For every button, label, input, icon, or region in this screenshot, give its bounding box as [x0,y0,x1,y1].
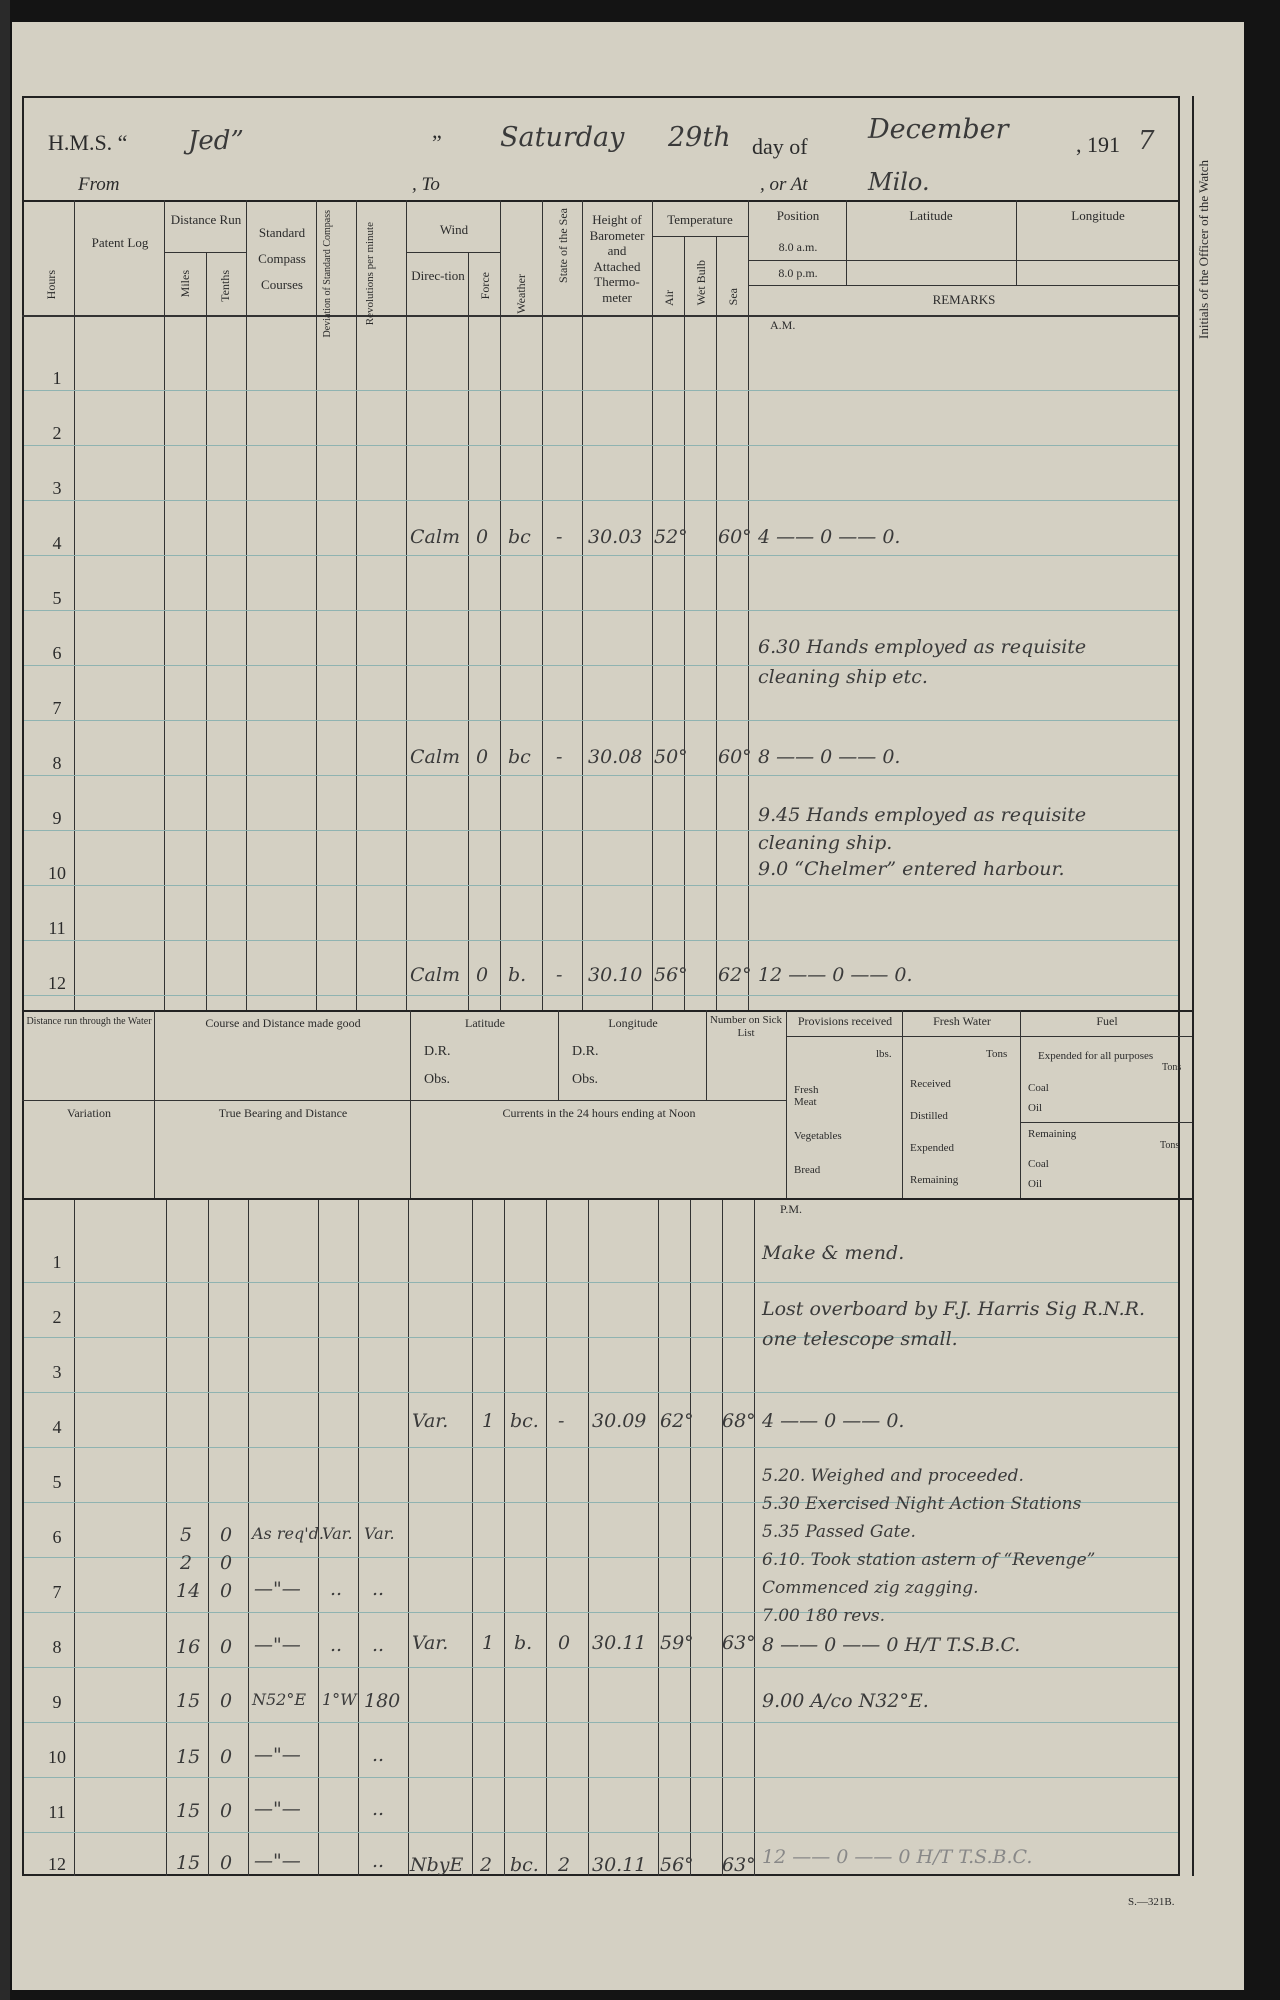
pm-col-line [248,1200,249,1876]
ruled-line [24,940,1178,941]
pm-revs: .. [372,1578,385,1600]
am-sea-state: - [556,526,563,548]
mid-latitude: Latitude [465,1016,505,1030]
pm-col-line [358,1200,359,1876]
pm-col-line [166,1200,167,1876]
ruled-line [24,1777,1178,1778]
or-at-label: , or At [760,174,808,195]
pm-col-line [588,1200,589,1876]
pm-wind-dir: NbyE [410,1854,464,1876]
col-line [406,200,407,1010]
am-hour: 10 [48,863,66,883]
mid-col-line [154,1010,155,1198]
pm-tenths: 0 [220,1552,233,1574]
am-hour: 2 [52,423,62,443]
am-wind-dir: Calm [410,526,460,548]
am-hour: 6 [52,643,62,663]
am-wind-dir: Calm [410,964,460,986]
mid-col-line [786,1010,787,1198]
pm-miles: 5 [180,1524,193,1546]
pm-col-line [546,1200,547,1876]
pm-course: —"— [254,1578,301,1600]
pm-remark: 8 —— 0 —— 0 H/T T.S.B.C. [762,1634,1021,1656]
pm-remark: 5.35 Passed Gate. [762,1522,916,1542]
ruled-line [24,1392,1178,1393]
location: Milo. [868,168,930,196]
pm-remark: Make & mend. [762,1242,905,1264]
log-table-frame [22,96,1180,1876]
ruled-line [24,390,1178,391]
col-miles: Miles [178,270,192,298]
mid-col-line [558,1010,559,1100]
pm-barometer: 30.09 [592,1410,647,1432]
col-patent-log: Patent Log [91,235,149,250]
pm-miles: 14 [176,1580,201,1602]
water-remaining: Remaining [910,1174,959,1186]
col-line [1016,200,1017,285]
col-line [164,200,165,1010]
pm-col-line [504,1200,505,1876]
sick-list: Number on Sick List [709,1014,783,1040]
book-spine [0,0,10,2000]
col-deviation: Deviation of Standard Compass [322,210,333,338]
pm-remark: 7.00 180 revs. [762,1606,886,1626]
long-dr: D.R. [572,1044,599,1059]
pm-wind-dir: Var. [412,1632,449,1654]
ruled-line [24,1612,1178,1613]
col-line [246,200,247,1010]
col-line [716,236,717,1010]
col-position: Position [776,208,820,223]
pm-tenths: 0 [220,1852,233,1874]
pm-tenths: 0 [220,1800,233,1822]
pm-remark: Lost overboard by F.J. Harris Sig R.N.R. [762,1298,1145,1320]
pm-remark: 6.10. Took station astern of “Revenge” [762,1550,1096,1570]
pm-miles: 2 [180,1552,193,1574]
am-remark: cleaning ship. [758,832,893,854]
from-label: From [78,174,120,195]
ruled-line [24,1447,1178,1448]
ruled-line [24,720,1178,721]
am-hour: 9 [52,808,62,828]
fuel-coal: Coal [1028,1082,1049,1094]
am-wind-dir: Calm [410,746,460,768]
hms-label: H.M.S. “ [48,130,128,155]
am-hour: 3 [52,478,62,498]
pm-sea-state: 2 [558,1854,571,1876]
ruled-line [24,445,1178,446]
col-latitude: Latitude [909,208,953,223]
am-remark: 6.30 Hands employed as requisite [758,636,1087,658]
pm-revs: Var. [364,1524,395,1543]
pm-hour: 2 [52,1307,62,1327]
am-barometer: 30.08 [588,746,643,768]
ship-name: Jed” [188,126,244,156]
fresh-water-tons: Tons [986,1048,1008,1060]
water-distilled: Distilled [910,1110,948,1122]
pm-revs: .. [372,1744,385,1766]
pm-air-temp: 56° [660,1854,694,1876]
pm-col-line [208,1200,209,1876]
am-wind-force: 0 [476,526,489,548]
pm-hour: 1 [52,1252,62,1272]
am-remark: cleaning ship etc. [758,666,928,688]
pm-hour: 9 [52,1692,62,1712]
provisions-received: Provisions received [797,1014,893,1028]
am-wind-force: 0 [476,964,489,986]
col-state-of-sea: State of the Sea [556,208,570,283]
currents: Currents in the 24 hours ending at Noon [502,1106,696,1120]
pm-course: —"— [254,1798,301,1820]
pm-tenths: 0 [220,1524,233,1546]
am-hour: 11 [48,918,66,938]
pm-course: —"— [254,1634,301,1656]
ruled-line [24,555,1178,556]
col-revolutions: Revolutions per minute [364,222,376,326]
pm-sea-temp: 63° [722,1632,756,1654]
pm-deviation: Var. [322,1524,353,1543]
col-line [652,200,653,1010]
mid-col-line [410,1010,411,1198]
am-hour: 8 [52,753,62,773]
year-prefix: , 191 [1076,132,1120,157]
col-remarks: REMARKS [932,292,996,307]
pm-wind-dir: Var. [412,1410,449,1432]
dist-through-water: Distance run through the Water [26,1016,152,1027]
weekday: Saturday [500,122,625,153]
col-barometer: Height of Barometer and Attached Thermo-meter [589,212,645,305]
pm-sea-state: - [558,1410,565,1432]
day-number: 29th [668,122,731,153]
fuel-expended: Expended for all purposes [1038,1050,1154,1062]
ruled-line [24,500,1178,501]
quote-mark: ” [432,130,442,155]
lat-dr: D.R. [424,1044,451,1059]
col-line [468,252,469,1010]
mid-col-line [902,1010,903,1198]
fuel-remaining-tons: Tons [1160,1140,1180,1151]
am-air-temp: 52° [654,526,688,548]
mid-longitude: Longitude [608,1016,658,1030]
variation: Variation [67,1106,111,1120]
pm-hour: 11 [48,1802,66,1822]
pm-wind-force: 1 [482,1410,495,1432]
ruled-line [24,1667,1178,1668]
col-temperature: Temperature [667,212,733,227]
long-obs: Obs. [572,1072,599,1087]
colhead-bottom-rule [22,315,1180,317]
am-remark-position: 4 —— 0 —— 0. [758,526,901,548]
form-number: S.—321B. [1128,1896,1175,1908]
col-line [684,236,685,1010]
lat-obs: Obs. [424,1072,451,1087]
col-wet-bulb: Wet Bulb [694,260,708,306]
pm-barometer: 30.11 [592,1854,647,1876]
fuel-remaining: Remaining [1028,1128,1077,1140]
ruled-line [24,1337,1178,1338]
am-label: A.M. [770,318,796,332]
am-hour: 7 [52,698,62,718]
col-line [356,200,357,1010]
col-line [74,200,75,1010]
pm-tenths: 0 [220,1580,233,1602]
am-hour: 1 [52,368,62,388]
ruled-line [24,1282,1178,1283]
am-sea-temp: 60° [718,746,752,768]
am-sea-state: - [556,964,563,986]
col-force: Force [478,272,492,300]
pm-deviation: .. [330,1634,343,1656]
sub-rule [748,285,1180,286]
pm-remark: 5.20. Weighed and proceeded. [762,1466,1024,1486]
am-remark-position: 8 —— 0 —— 0. [758,746,901,768]
pm-weather: b. [514,1632,533,1654]
col-line [846,200,847,285]
am-remark: 9.0 “Chelmer” entered harbour. [758,858,1065,880]
fuel: Fuel [1096,1014,1118,1028]
ruled-line [24,610,1178,611]
mid-col-line [706,1010,707,1100]
am-sea-temp: 62° [718,964,752,986]
pm-remark: one telescope small. [762,1328,958,1350]
sub-rule [652,236,748,237]
pm-tenths: 0 [220,1690,233,1712]
am-weather: bc [508,526,531,548]
am-remark: 9.45 Hands employed as requisite [758,804,1087,826]
pm-revs: .. [372,1798,385,1820]
to-label: , To [412,174,440,195]
col-distance-run: Distance Run [170,212,242,227]
pm-hour-12: 12 [48,1854,66,1874]
pm-col-line [472,1200,473,1876]
pm-course: N52°E [252,1690,307,1709]
ruled-line [24,995,1178,996]
year-suffix: 7 [1138,126,1155,156]
water-expended: Expended [910,1142,954,1154]
pm-remark: Commenced zig zagging. [762,1578,979,1598]
ruled-line [24,775,1178,776]
col-tenths: Tenths [218,270,232,302]
ruled-line [24,1722,1178,1723]
pm-tenths: 0 [220,1636,233,1658]
mid-top-rule [22,1010,1194,1012]
ruled-line [24,1832,1178,1833]
mid-col-line [1020,1010,1021,1198]
col-air: Air [662,290,676,306]
col-longitude: Longitude [1071,208,1125,223]
mid-rule [786,1036,1192,1037]
col-line [500,200,501,1010]
pm-col-line [408,1200,409,1876]
col-hours: Hours [44,270,58,300]
pm-remark: 5.30 Exercised Night Action Stations [762,1494,1082,1514]
col-wind: Wind [439,222,469,237]
pm-deviation: .. [330,1578,343,1600]
pm-remark: 12 —— 0 —— 0 H/T T.S.B.C. [762,1846,1033,1868]
bread: Bread [794,1164,821,1176]
fresh-water: Fresh Water [933,1014,991,1028]
position-am-time: 8.0 a.m. [778,240,818,254]
am-barometer: 30.10 [588,964,643,986]
am-hour: 4 [52,533,62,553]
am-wind-force: 0 [476,746,489,768]
mid-bottom-rule [22,1198,1194,1200]
day-of-label: day of [752,134,808,159]
pm-miles: 16 [176,1636,201,1658]
pm-revs: 180 [364,1690,401,1712]
ruled-line [24,830,1178,831]
pm-hour: 10 [48,1747,66,1767]
pm-revs: .. [372,1850,385,1872]
pm-miles: 15 [176,1852,201,1874]
sub-rule [406,252,500,253]
pm-sea-state: 0 [558,1632,571,1654]
col-line [582,200,583,1010]
pm-deviation: 1°W [322,1690,357,1709]
pm-miles: 15 [176,1746,201,1768]
sub-rule [164,252,246,253]
col-line [542,200,543,1010]
pm-hour: 8 [52,1637,62,1657]
pm-barometer: 30.11 [592,1632,647,1654]
col-line-right [1192,96,1194,1876]
pm-sea-temp: 68° [722,1410,756,1432]
pm-col-line [722,1200,723,1876]
pm-label: P.M. [780,1202,803,1216]
water-received: Received [910,1078,951,1090]
pm-col-line [74,1200,75,1876]
course-made-good: Course and Distance made good [205,1016,361,1030]
ruled-line [24,665,1178,666]
vegetables: Vegetables [794,1130,842,1142]
am-hour: 5 [52,588,62,608]
col-line [206,252,207,1010]
col-line [748,200,749,1010]
am-sea-temp: 60° [718,526,752,548]
mid-rule [22,1100,786,1101]
pm-hour: 3 [52,1362,62,1382]
am-air-temp: 50° [654,746,688,768]
pm-air-temp: 59° [660,1632,694,1654]
pm-weather: bc. [510,1854,539,1876]
col-weather: Weather [514,274,528,314]
col-standard-compass: Standard Compass Courses [258,225,306,292]
pm-air-temp: 62° [660,1410,694,1432]
pm-col-line [690,1200,691,1876]
am-hour: 12 [48,973,66,993]
true-bearing: True Bearing and Distance [218,1106,348,1120]
pm-col-line [754,1200,755,1876]
pm-revs: .. [372,1634,385,1656]
col-line [316,200,317,1010]
pm-tenths: 0 [220,1746,233,1768]
side-label-officer: Initials of the Officer of the Watch [1196,160,1211,339]
pm-wind-force: 1 [482,1632,495,1654]
provisions-lbs: lbs. [876,1048,892,1060]
pm-course: As req'd. [252,1524,324,1543]
col-direction: Direc-tion [411,268,465,283]
pm-hour: 7 [52,1582,62,1602]
pm-hour: 5 [52,1472,62,1492]
pm-course: —"— [254,1850,301,1872]
fuel-oil: Oil [1028,1102,1043,1114]
pm-hour: 6 [52,1527,62,1547]
am-remark-position: 12 —— 0 —— 0. [758,964,913,986]
pm-remark: 4 —— 0 —— 0. [762,1410,905,1432]
pm-weather: bc. [510,1410,539,1432]
pm-wind-force: 2 [480,1854,493,1876]
fuel-tons: Tons [1162,1062,1182,1073]
pm-miles: 15 [176,1690,201,1712]
fuel-coal-remaining: Coal [1028,1158,1049,1170]
position-pm-time: 8.0 p.m. [778,266,818,280]
month: December [868,114,1009,145]
mid-rule [1020,1122,1192,1123]
pm-remark: 9.00 A/co N32°E. [762,1690,929,1712]
ruled-line [24,885,1178,886]
fresh-meat: Fresh Meat [794,1084,819,1108]
pm-col-line [658,1200,659,1876]
pm-sea-temp: 63° [722,1854,756,1876]
col-sea: Sea [726,288,740,306]
pm-hour: 4 [52,1417,62,1437]
header-bottom-rule [22,200,1180,202]
am-weather: b. [508,964,527,986]
am-air-temp: 56° [654,964,688,986]
pm-miles: 15 [176,1800,201,1822]
am-barometer: 30.03 [588,526,643,548]
sub-rule [748,260,1180,261]
fuel-oil-remaining: Oil [1028,1178,1043,1190]
am-weather: bc [508,746,531,768]
pm-course: —"— [254,1744,301,1766]
am-sea-state: - [556,746,563,768]
